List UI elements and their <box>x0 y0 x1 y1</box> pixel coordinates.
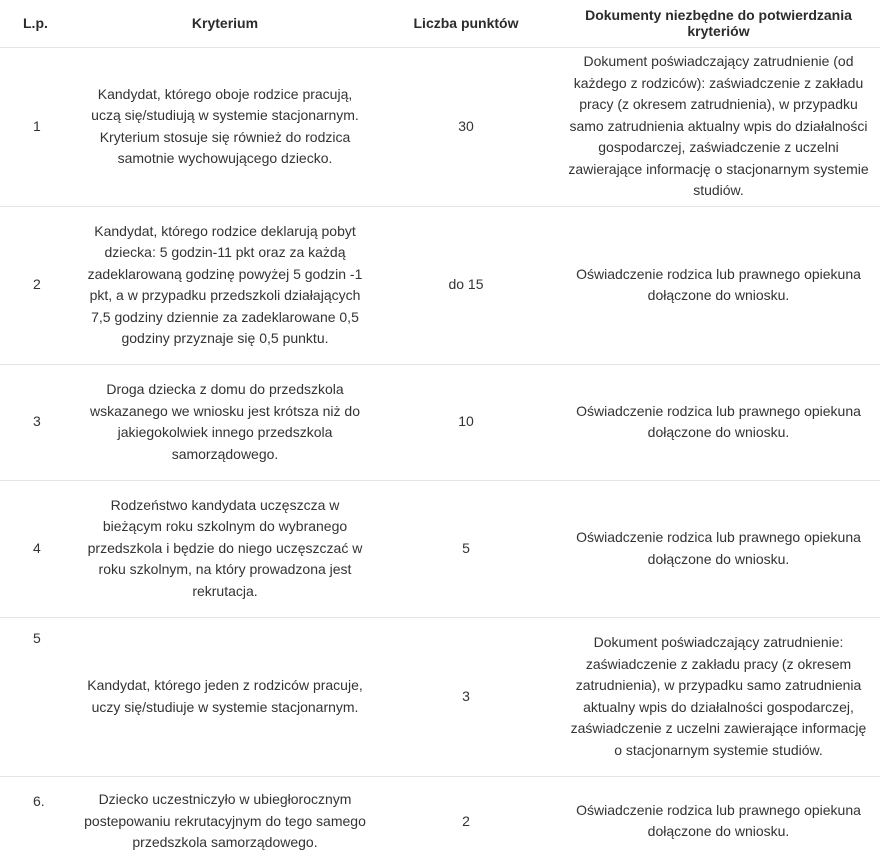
table-row <box>0 617 880 776</box>
row-points: 30 <box>375 47 557 206</box>
table-header <box>0 0 880 47</box>
row-number: 2 <box>0 206 75 364</box>
row-number: 5 <box>0 617 75 776</box>
row-points: 2 <box>462 812 470 829</box>
row-points: do 15 <box>375 206 557 364</box>
header-dokumenty: Dokumenty niezbędne do potwierdzania kryteriów <box>557 0 880 47</box>
row-documents: Dokument poświadczający zatrudnienie (od każdego z rodziców): zaświadczenie z zakładu pracy (z okresem zatrudnienia), w przypadku samo zatrudnienia aktualny wpis do działalności gospodarczej, zaświadczenie z uczelni zawierające informację o stacjonarnym systemie studiów. <box>557 47 880 206</box>
row-points: 5 <box>375 480 557 617</box>
table-row <box>0 47 880 206</box>
row-number: 1 <box>0 47 75 206</box>
table-row <box>0 480 880 617</box>
row-number: 3 <box>0 364 75 480</box>
row-documents: Oświadczenie rodzica lub prawnego opiekuna dołączone do wniosku. <box>557 480 880 617</box>
row-documents: Oświadczenie rodzica lub prawnego opiekuna dołączone do wniosku. <box>576 801 861 840</box>
table-body <box>0 47 880 856</box>
row-criterion: Droga dziecka z domu do przedszkola wskazanego we wniosku jest krótsza niż do jakiegokolwiek innego przedszkola samorządowego. <box>75 364 375 480</box>
row-documents: Dokument poświadczający zatrudnienie: zaświadczenie z zakładu pracy (z okresem zatrudnienia), w przypadku samo zatrudnienia aktualny wpis do działalności gospodarczej, zaświadczenie z uczelni zawierające informację o stacjonarnym systemie studiów. <box>557 617 880 776</box>
row-criterion: Rodzeństwo kandydata uczęszcza w bieżącym roku szkolnym do wybranego przedszkola i będzie do niego uczęszczać w roku szkolnym, na który prowadzona jest rekrutacja. <box>75 480 375 617</box>
header-kryterium: Kryterium <box>75 0 375 47</box>
row-documents: Oświadczenie rodzica lub prawnego opiekuna dołączone do wniosku. <box>557 364 880 480</box>
row-criterion: Kandydat, którego rodzice deklarują pobyt dziecka: 5 godzin-11 pkt oraz za każdą zadeklarowaną godzinę powyżej 5 godzin -1 pkt, a w przypadku przedszkoli działających 7,5 godziny dziennie za zadeklarowane 0,5 godziny przyznaje się 0,5 punktu. <box>75 206 375 364</box>
table-row <box>0 364 880 480</box>
header-punkty: Liczba punktów <box>375 0 557 47</box>
row-criterion: Kandydat, którego oboje rodzice pracują, uczą się/studiują w systemie stacjonarnym. Kryterium stosuje się również do rodzica samotnie wychowującego dziecko. <box>75 47 375 206</box>
row-points: 3 <box>375 617 557 776</box>
table-row <box>0 776 880 856</box>
header-lp: L.p. <box>0 0 75 47</box>
header-row <box>0 0 880 47</box>
row-criterion: Dziecko uczestniczyło w ubiegłorocznym postepowaniu rekrutacyjnym do tego samego przedszkola samorządowego. <box>84 791 366 850</box>
row-number: 6. <box>33 792 45 809</box>
row-points: 10 <box>375 364 557 480</box>
row-criterion: Kandydat, którego jeden z rodziców pracuje, uczy się/studiuje w systemie stacjonarnym. <box>75 617 375 776</box>
row-documents: Oświadczenie rodzica lub prawnego opiekuna dołączone do wniosku. <box>557 206 880 364</box>
table-row <box>0 206 880 364</box>
row-number: 4 <box>0 480 75 617</box>
